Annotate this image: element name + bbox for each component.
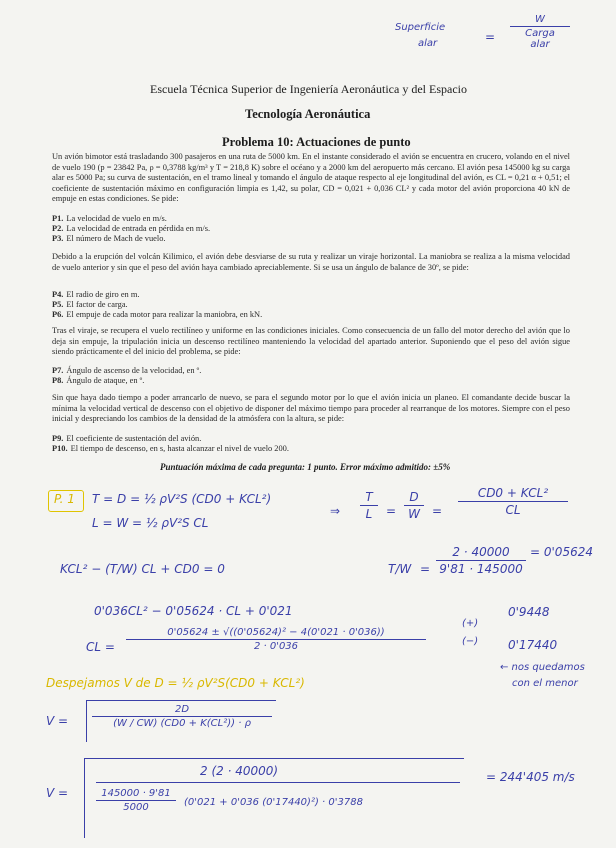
v2-result: = 244'405 m/s [486,770,575,784]
question-p10 [52,444,289,454]
annotation-num: W [535,14,545,25]
annotation-alar: alar [418,38,438,49]
ratio-equals-2: = [432,504,443,518]
tw-equals: = [420,562,431,576]
question-num: P8. [52,376,64,385]
paragraph-3: Tras el viraje, se recupera el vuelo rectilíneo y uniforme en las condiciones iniciales. Como consecuencia de un fallo del motor derecho del avión que lo deja sin empuje, la tripulación inicia un descenso rectilíneo manteniendo la velocidad del apartado anterior. Suponiendo que el peso del avión sigue siendo prácticamente el del inicio del problema, se pide: [52,326,570,357]
question-text: El factor de carga. [66,300,128,309]
tw-label: T/W [388,562,412,576]
ratio-d-w [404,490,424,521]
question-text: El tiempo de descenso, en s, hasta alcanzar el nivel de vuelo 200. [70,444,289,453]
ratio-polar-den: CL [505,503,521,517]
v2-den-fraction [96,788,176,813]
paragraph-2: Debido a la erupción del volcán Kilimico, el avión debe desviarse de su ruta y realizar un viraje horizontal. La maniobra se realiza a la misma velocidad de vuelo anterior y sin que el peso del avión haya cambiado apreciablemente. Si se usa un ángulo de balance de 30º, se pide: [52,252,570,272]
v1-sqrt-stroke [86,700,87,742]
ratio-polar [458,486,568,517]
root-small: 0'17440 [508,638,558,652]
subject-title: Tecnología Aeronáutica [245,107,371,121]
question-text: El empuje de cada motor para realizar la maniobra, en kN. [66,310,263,319]
cl-fraction [126,627,426,652]
note-keep: ← nos quedamos [500,662,585,673]
branch-plus: (+) [462,618,479,629]
equation-lift-weight: L = W = ½ ρV²S CL [92,516,209,530]
question-p8 [52,376,144,386]
question-num: P7. [52,366,64,375]
v1-num: 2D [174,704,190,715]
question-num: P1. [52,214,64,223]
question-p7 [52,366,201,376]
v1-sqrt-bar [86,700,276,701]
v1-label: V = [46,714,69,728]
v2-label: V = [46,786,69,800]
v2-den-polar: (0'021 + 0'036 (0'17440)²) · 0'3788 [184,797,363,808]
annotation-den1: Carga [525,28,555,39]
v2-main-bar [96,782,460,783]
equation-numeric-quadratic: 0'036CL² − 0'05624 · CL + 0'021 [94,604,293,618]
question-p4 [52,290,139,300]
ratio-w: W [408,507,420,521]
branch-minus: (−) [462,636,479,647]
school-name: Escuela Técnica Superior de Ingeniería Aeronáutica y del Espacio [150,82,467,96]
question-num: P10. [52,444,68,453]
note-smaller: con el menor [512,678,578,689]
question-p3 [52,234,165,244]
cl-label: CL = [86,640,115,654]
ratio-t: T [365,490,373,504]
question-text: La velocidad de vuelo en m/s. [66,214,167,223]
tw-result: = 0'05624 [530,545,593,559]
score-note: Puntuación máxima de cada pregunta: 1 punto. Error máximo admitido: ±5% [160,462,451,472]
annotation-equals: = [485,30,496,44]
tw-den: 9'81 · 145000 [439,562,523,576]
v2-num: 2 (2 · 40000) [200,764,279,778]
question-text: Ángulo de ascenso de la velocidad, en º. [66,366,202,375]
v2-sqrt-bar [84,758,464,759]
v2-sqrt-stroke [84,758,85,838]
intro-paragraph: Un avión bimotor está trasladando 300 pasajeros en una ruta de 5000 km. En el instante considerado el avión se encuentra en crucero, volando en el nivel de vuelo 190 (p = 23842 Pa, ρ = 0,3788 kg/m³ y T = 218,8 K) sobre el océano y a 2000 km del aeropuerto más cercano. El avión pesa 145000 kg su carga alar es 5000 Pa; su curva de sustentación, en el tramo lineal y tomando el ángulo de ataque respecto al eje longitudinal del avión, es CL = 0,21 α + 0,51; el coeficiente de sustentación máximo en configuración limpia es 1,42, su polar, CD = 0,021 + 0,036 CL² y cada motor del avión proporciona 40 kN de empuje en estas condiciones. Se pide: [52,152,570,204]
question-text: El radio de giro en m. [66,290,140,299]
question-text: Ángulo de ataque, en º. [66,376,145,385]
question-p6 [52,310,262,320]
cl-num: 0'05624 ± √((0'05624)² − 4(0'021 · 0'036)) [167,627,385,638]
question-p5 [52,300,128,310]
question-num: P6. [52,310,64,319]
question-text: El número de Mach de vuelo. [66,234,166,243]
problem-title: Problema 10: Actuaciones de punto [222,135,411,149]
tw-fraction [436,545,526,576]
question-num: P2. [52,224,64,233]
cl-den: 2 · 0'036 [253,641,299,652]
annotation-superficie: Superficie [395,22,446,33]
equation-quadratic: KCL² − (T/W) CL + CD0 = 0 [60,562,225,576]
ratio-t-l [360,490,378,521]
ratio-equals-1: = [386,504,397,518]
question-num: P9. [52,434,64,443]
implies-arrow: ⇒ [330,504,341,518]
question-p2 [52,224,210,234]
question-p1 [52,214,167,224]
question-num: P5. [52,300,64,309]
v1-den: (W / CW) (CD0 + K(CL²)) · ρ [113,718,251,729]
question-num: P3. [52,234,64,243]
v2-den-a: 145000 · 9'81 [101,788,171,799]
paragraph-4: Sin que haya dado tiempo a poder arrancarlo de nuevo, se para el segundo motor por lo que el avión inicia un planeo. El comandante decide buscar la mínima la velocidad vertical de descenso con el objetivo de disponer del máximo tiempo para proceder al rearranque de los motores. Siempre con el peso inicial y despreciando los cambios de la densidad de la atmósfera con la altura, se pide: [52,393,570,424]
question-text: La velocidad de entrada en pérdida en m/s. [66,224,211,233]
equation-thrust-drag: T = D = ½ ρV²S (CD0 + KCL²) [92,492,272,506]
root-large: 0'9448 [508,605,550,619]
question-p9 [52,434,201,444]
fraction-bar [510,26,570,27]
question-num: P4. [52,290,64,299]
ratio-l: L [365,507,373,521]
v1-fraction [92,704,272,729]
v2-den-b: 5000 [123,802,149,813]
question-text: El coeficiente de sustentación del avión. [66,434,202,443]
ratio-d: D [409,490,419,504]
annotation-den2: alar [530,39,550,50]
ratio-polar-num: CD0 + KCL² [477,486,549,500]
solve-v-note: Despejamos V de D = ½ ρV²S(CD0 + KCL²) [46,676,305,690]
p1-label: P. 1 [54,492,75,506]
tw-num: 2 · 40000 [452,545,510,559]
annotation-fraction [510,14,570,50]
